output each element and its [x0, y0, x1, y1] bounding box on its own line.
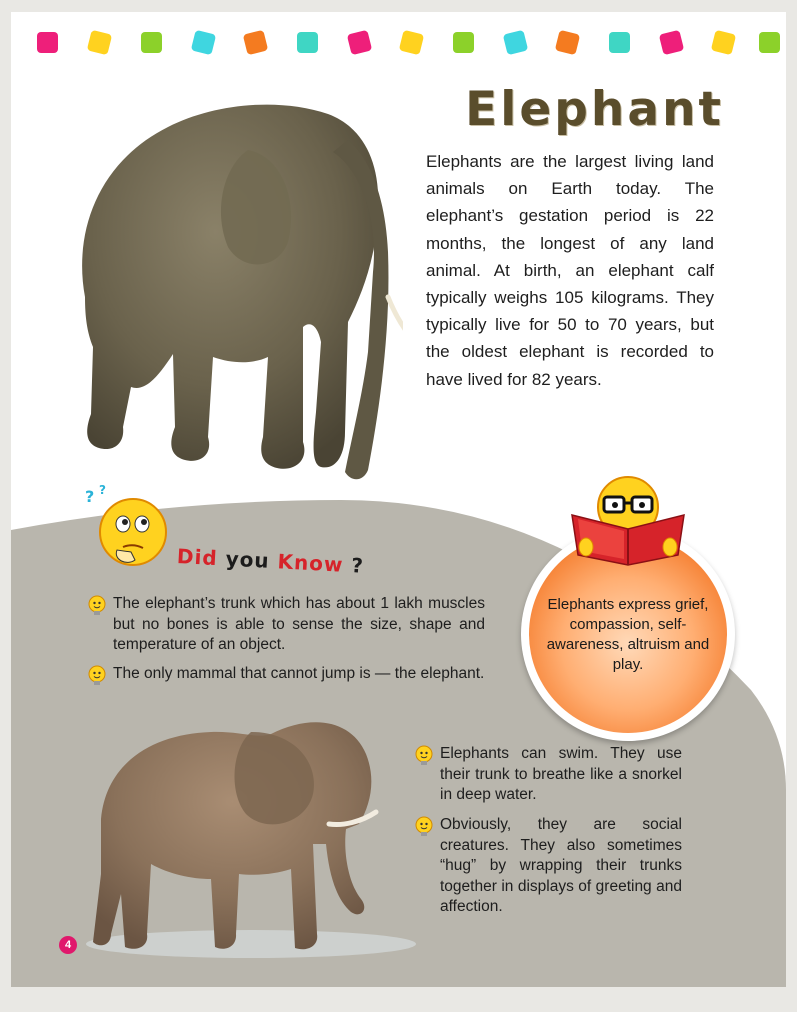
smiley-bulb-icon [414, 745, 434, 767]
asian-elephant-image [63, 92, 403, 492]
square-2 [87, 30, 112, 55]
fact-text: Elephants can swim. They use their trunk to breathe like a snorkel in deep water. [440, 745, 682, 803]
smiley-bulb-icon [414, 816, 434, 838]
square-9 [453, 32, 474, 53]
square-3 [141, 32, 162, 53]
fact-text: The only mammal that cannot jump is — the elephant. [113, 665, 485, 682]
square-10 [503, 30, 528, 55]
page [11, 12, 786, 987]
circle-fact-text: Elephants express grief, compassion, self-awareness, altruism and play. [546, 596, 710, 673]
reading-face-icon [564, 467, 694, 567]
smiley-bulb-icon [87, 665, 107, 687]
page-title: Elephant [465, 82, 724, 137]
square-13 [659, 30, 684, 55]
fact-text: The elephant’s trunk which has about 1 lakh muscles but no bones is able to sense the size, shape and temperature of an object. [113, 595, 485, 653]
square-11 [555, 30, 580, 55]
fact-item-4 [414, 815, 682, 918]
question-mark: ? [350, 553, 365, 578]
page-number-badge: 4 [59, 936, 77, 954]
svg-text:?: ? [85, 487, 95, 506]
square-15 [759, 32, 780, 53]
decorative-squares [37, 32, 767, 62]
fact-item-2 [87, 664, 485, 687]
fact-item-1 [87, 594, 485, 656]
thinking-face-icon [83, 480, 175, 572]
square-6 [297, 32, 318, 53]
square-8 [399, 30, 424, 55]
square-7 [347, 30, 372, 55]
fact-item-3 [414, 744, 682, 806]
square-4 [191, 30, 216, 55]
fact-text: Obviously, they are social creatures. They also sometimes “hug” by wrapping their trunks together in displays of greeting and affection. [440, 816, 682, 915]
smiley-bulb-icon [87, 595, 107, 617]
intro-paragraph: Elephants are the largest living land animals on Earth today. The elephant’s gestation period is 22 months, the longest of any land animal. At birth, an elephant calf typically weighs 105 kilograms. They typically live for 50 to 70 years, but the oldest elephant is recorded to have lived for 82 years. [426, 152, 714, 389]
square-1 [37, 32, 58, 53]
square-14 [711, 30, 736, 55]
african-elephant-image [81, 694, 421, 964]
svg-text:?: ? [99, 483, 106, 497]
square-12 [609, 32, 630, 53]
square-5 [243, 30, 268, 55]
know-word: Know [276, 549, 345, 577]
you-word: you [225, 546, 271, 573]
did-word: Did [176, 544, 219, 571]
